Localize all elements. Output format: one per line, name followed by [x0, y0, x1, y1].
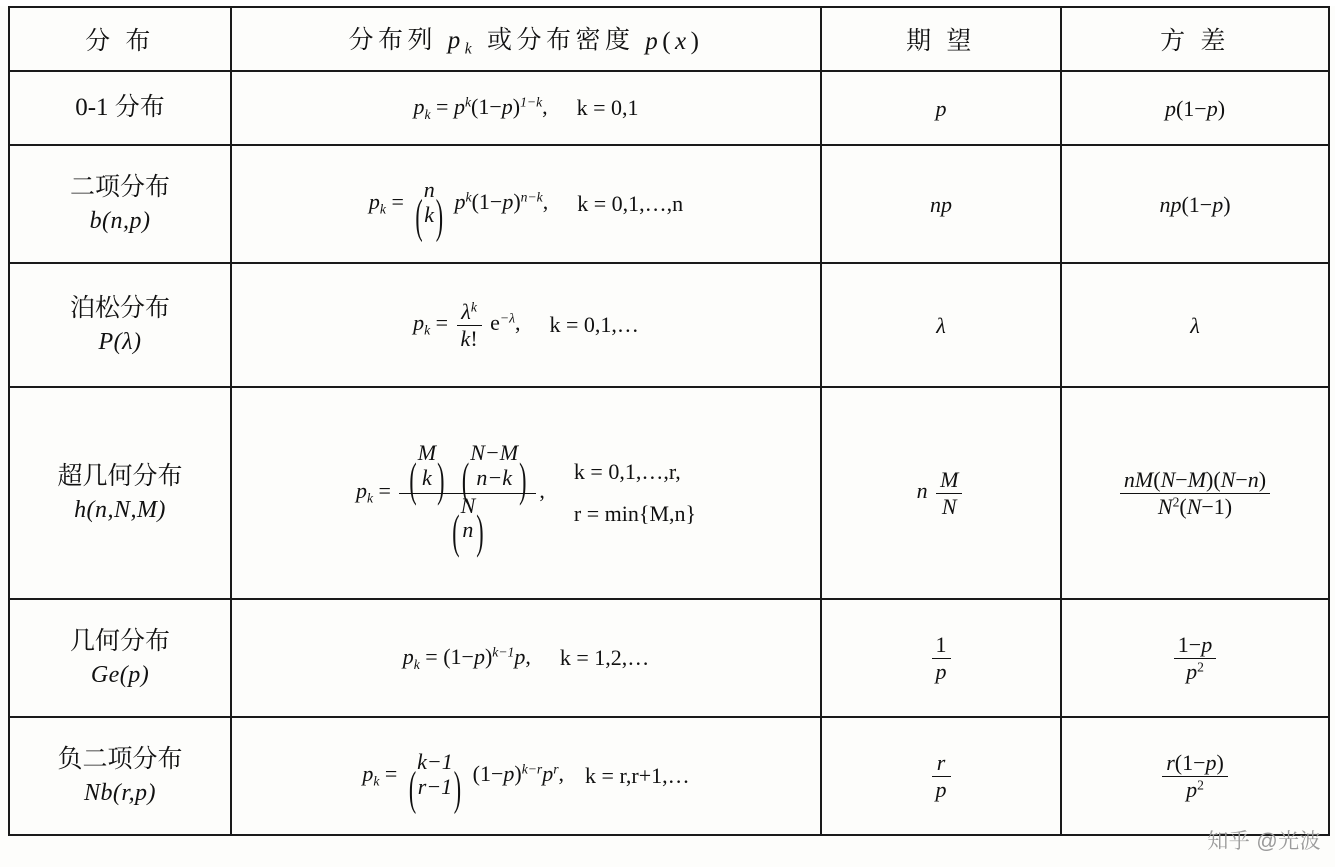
table-row	[9, 599, 1329, 717]
table-row	[9, 387, 1329, 599]
row-formula-cell: $p_k = p^k(1-p)^{1-k}$, k = 0,1	[231, 71, 821, 145]
row-variance-cell: $\frac{r(1-p)}{p^2}$	[1061, 717, 1329, 835]
distribution-name: 二项分布	[69, 173, 170, 201]
document-page	[0, 6, 1335, 867]
table-row	[9, 263, 1329, 387]
header-cell-formula: 分布列 $p_k$ 或分布密度 p(x)	[231, 7, 821, 71]
k-range: k = r,r+1,…	[585, 763, 690, 788]
header-cell-expectation	[821, 7, 1061, 71]
row-expectation-cell: $\frac{r}{p}$	[821, 717, 1061, 835]
k-range: k = 0,1,…,r,	[573, 459, 681, 485]
row-expectation-cell	[821, 145, 1061, 263]
row-variance-cell: $\frac{nM(N-M)(N-n)}{N^2(N-1)}$	[1061, 387, 1329, 599]
k-range: k = 0,1	[576, 95, 639, 121]
row-formula-cell: $p_k = (1-p)^{k-1}p$, k = 1,2,…	[231, 599, 821, 717]
header-label-formula-mid: 或分布密度	[486, 27, 646, 55]
header-label-distribution: 分 布	[85, 28, 155, 55]
row-variance-cell: $\frac{1-p}{p^2}$	[1061, 599, 1329, 717]
distribution-param: P(λ)	[98, 328, 142, 355]
row-name-cell	[9, 599, 231, 717]
k-range: k = 0,1,…	[549, 312, 639, 337]
distribution-param: h(n,N,M)	[74, 496, 166, 523]
expectation-value: p	[935, 95, 947, 121]
k-range: k = 0,1,…,n	[577, 191, 684, 216]
row-expectation-cell	[821, 71, 1061, 145]
distribution-param: Nb(r,p)	[83, 779, 157, 806]
expectation-value: np	[930, 191, 952, 217]
distribution-name: 负二项分布	[57, 745, 183, 773]
table-row	[9, 145, 1329, 263]
header-label-variance: 方 差	[1160, 28, 1230, 55]
distribution-param: b(n,p)	[89, 207, 151, 234]
row-formula-cell: $p_k$ = ( M k ) ( N−M n−k ) ( N n ) , k = 0,1,…,r, r = min{M,n}	[231, 387, 821, 599]
row-formula-cell: $p_k$ = $\frac{\lambda^k}{k!}$ $e^{-\lambda}$, k = 0,1,…	[231, 263, 821, 387]
table-row	[9, 717, 1329, 835]
row-expectation-cell	[821, 263, 1061, 387]
header-cell-distribution	[9, 7, 231, 71]
row-variance-cell: p(1−p)	[1061, 71, 1329, 145]
row-formula-cell: $p_k$ = ( n k ) $p^k(1-p)^{n-k}$, k = 0,1,…,n	[231, 145, 821, 263]
table-header-row	[9, 7, 1329, 71]
distribution-name: 泊松分布	[69, 294, 170, 322]
distribution-name: 几何分布	[69, 627, 170, 655]
row-expectation-cell: $\frac{1}{p}$	[821, 599, 1061, 717]
header-label-formula-pre: 分布列	[348, 27, 448, 55]
watermark	[1207, 825, 1321, 855]
row-name-cell	[9, 717, 231, 835]
k-range: k = 1,2,…	[559, 645, 650, 671]
distribution-name: 超几何分布	[57, 462, 183, 490]
row-expectation-cell: n $\frac{M}{N}$	[821, 387, 1061, 599]
row-name-cell	[9, 71, 231, 145]
watermark-text: 知乎 @光波	[1207, 830, 1321, 853]
table-row	[9, 71, 1329, 145]
distribution-name: 0-1 分布	[75, 94, 165, 122]
row-variance-cell: np(1−p)	[1061, 145, 1329, 263]
distribution-table	[8, 6, 1330, 836]
row-name-cell	[9, 263, 231, 387]
header-label-expectation: 期 望	[906, 28, 976, 55]
row-name-cell	[9, 387, 231, 599]
distribution-param: Ge(p)	[90, 661, 150, 688]
header-cell-variance	[1061, 7, 1329, 71]
variance-value: λ	[1190, 312, 1200, 338]
expectation-value: λ	[936, 312, 946, 338]
row-variance-cell	[1061, 263, 1329, 387]
r-definition: r = min{M,n}	[573, 501, 697, 526]
row-formula-cell: $p_k$ = ( k−1 r−1 ) $(1-p)^{k-r}p^r$, k = r,r+1,…	[231, 717, 821, 835]
row-name-cell	[9, 145, 231, 263]
